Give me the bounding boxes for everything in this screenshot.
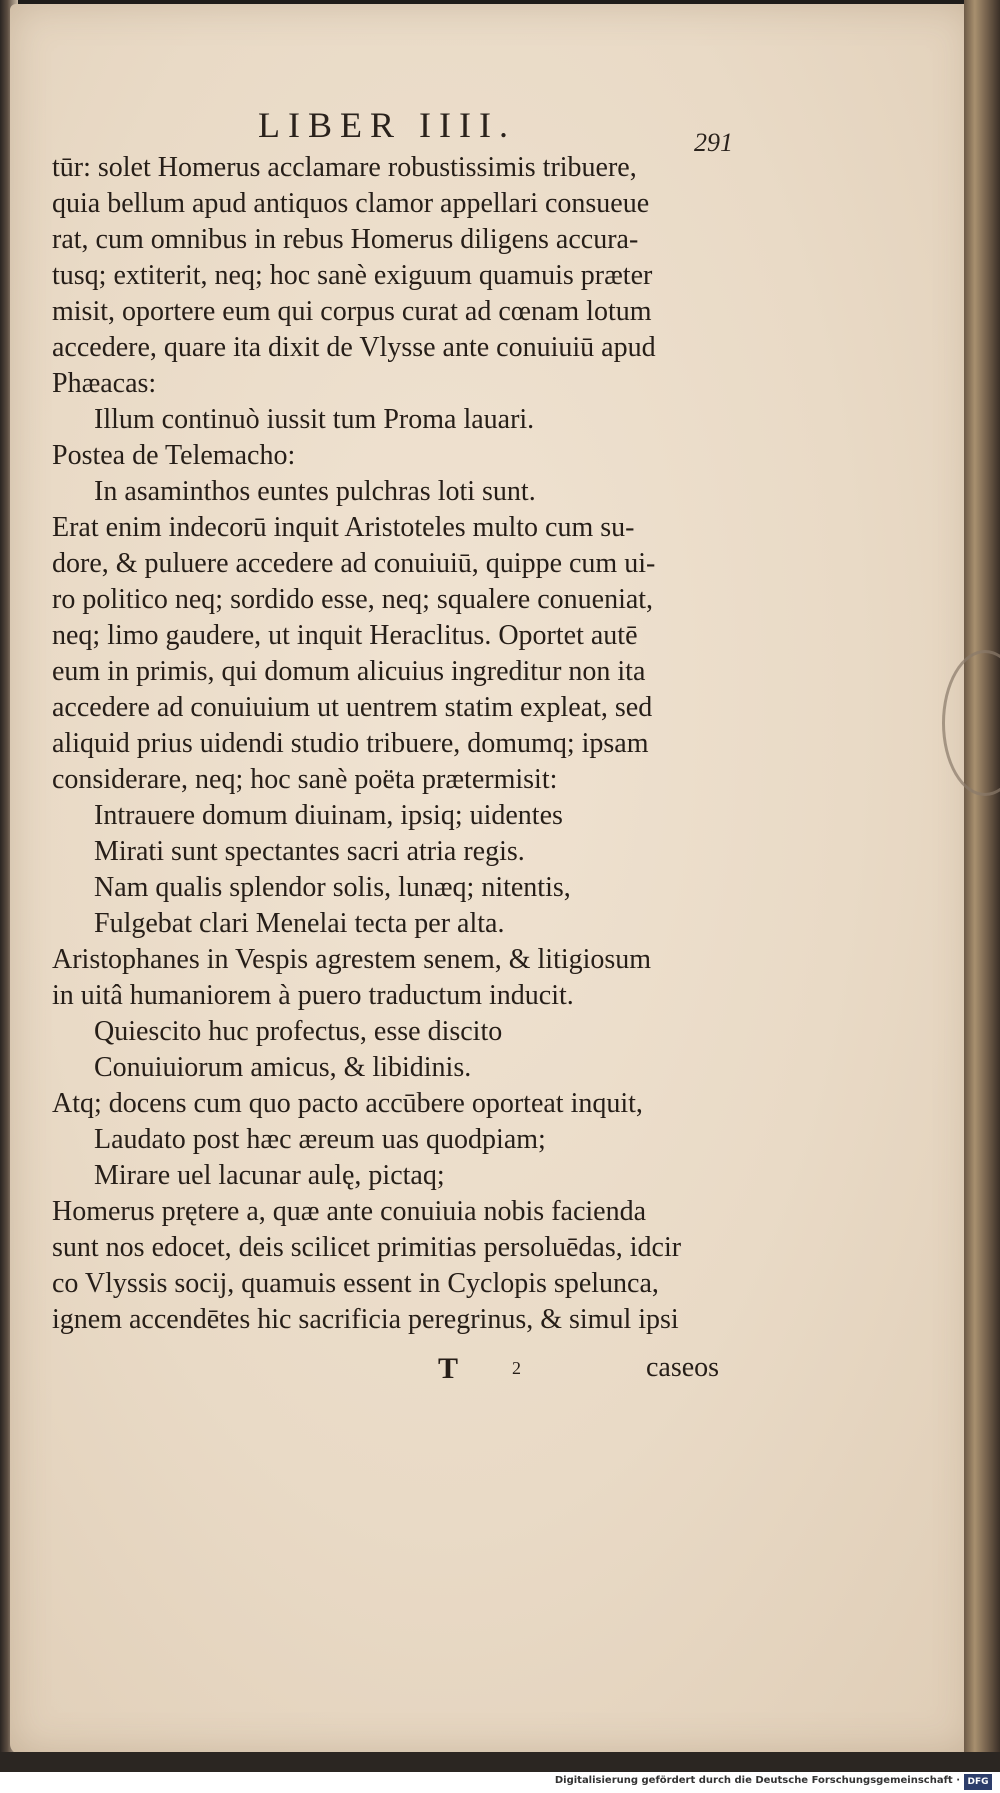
text-line: considerare, neq; hoc sanè poëta prætermisit: (52, 764, 558, 795)
text-line: In asaminthos euntes pulchras loti sunt. (94, 476, 536, 507)
text-line: accedere, quare ita dixit de Vlysse ante conuiuiū apud (52, 332, 656, 363)
text-line: Postea de Telemacho: (52, 440, 296, 471)
text-line: eum in primis, qui domum alicuius ingreditur non ita (52, 656, 646, 687)
scanner-bottom-band (0, 1752, 1000, 1772)
credit-text: Digitalisierung gefördert durch die Deutsche Forschungsgemeinschaft · (554, 1775, 960, 1786)
text-line: tūr: solet Homerus acclamare robustissimis tribuere, (52, 152, 637, 183)
text-line: Illum continuò iussit tum Proma lauari. (94, 404, 535, 435)
text-line: misit, oportere eum qui corpus curat ad cœnam lotum (52, 296, 652, 327)
text-line: quia bellum apud antiquos clamor appellari consueue (52, 188, 650, 219)
folio-number: 291 (694, 128, 733, 157)
credit-bar (0, 1772, 1000, 1793)
dfg-logo-icon: DFG (964, 1774, 992, 1790)
text-line: Nam qualis splendor solis, lunæq; nitentis, (94, 872, 571, 903)
text-line: Erat enim indecorū inquit Aristoteles multo cum su- (52, 512, 635, 543)
text-line: Fulgebat clari Menelai tecta per alta. (94, 908, 505, 939)
text-line: sunt nos edocet, deis scilicet primitias persoluēdas, idcir (52, 1232, 682, 1263)
text-line: Mirati sunt spectantes sacri atria regis. (94, 836, 525, 867)
text-line: in uitâ humaniorem à puero traductum inducit. (52, 980, 574, 1011)
text-line: Mirare uel lacunar aulę, pictaq; (94, 1160, 445, 1191)
body-text (52, 150, 742, 1338)
text-line: ro politico neq; sordido esse, neq; squalere conueniat, (52, 584, 654, 615)
text-line: Phæacas: (52, 368, 157, 399)
text-line: co Vlyssis socij, quamuis essent in Cyclopis spelunca, (52, 1268, 659, 1299)
text-line: ignem accendētes hic sacrificia peregrinus, & simul ipsi (52, 1304, 679, 1335)
text-line: accedere ad conuiuium ut uentrem statim expleat, sed (52, 692, 653, 723)
signature-mark: T (438, 1352, 459, 1385)
text-line: neq; limo gaudere, ut inquit Heraclitus. Oportet autē (52, 620, 638, 651)
text-line: Homerus prętere a, quæ ante conuiuia nobis facienda (52, 1196, 647, 1227)
text-line: aliquid prius uidendi studio tribuere, domumq; ipsam (52, 728, 649, 759)
catchword: caseos (646, 1352, 720, 1383)
text-line: Aristophanes in Vespis agrestem senem, & litigiosum (52, 944, 652, 975)
page-stack-edge (964, 0, 1000, 1790)
text-line: tusq; extiterit, neq; hoc sanè exiguum quamuis præter (52, 260, 653, 291)
signature-number: 2 (512, 1358, 521, 1378)
text-line: Laudato post hæc æreum uas quodpiam; (94, 1124, 546, 1155)
text-line: Atq; docens cum quo pacto accūbere oporteat inquit, (52, 1088, 643, 1119)
text-line: Conuiuiorum amicus, & libidinis. (94, 1052, 472, 1083)
running-head: LIBER IIII. (258, 105, 516, 145)
text-line: rat, cum omnibus in rebus Homerus diligens accura- (52, 224, 639, 255)
text-line: Intrauere domum diuinam, ipsiq; uidentes (94, 800, 563, 831)
text-line: dore, & puluere accedere ad conuiuiū, quippe cum ui- (52, 548, 656, 579)
text-line: Quiescito huc profectus, esse discito (94, 1016, 503, 1047)
